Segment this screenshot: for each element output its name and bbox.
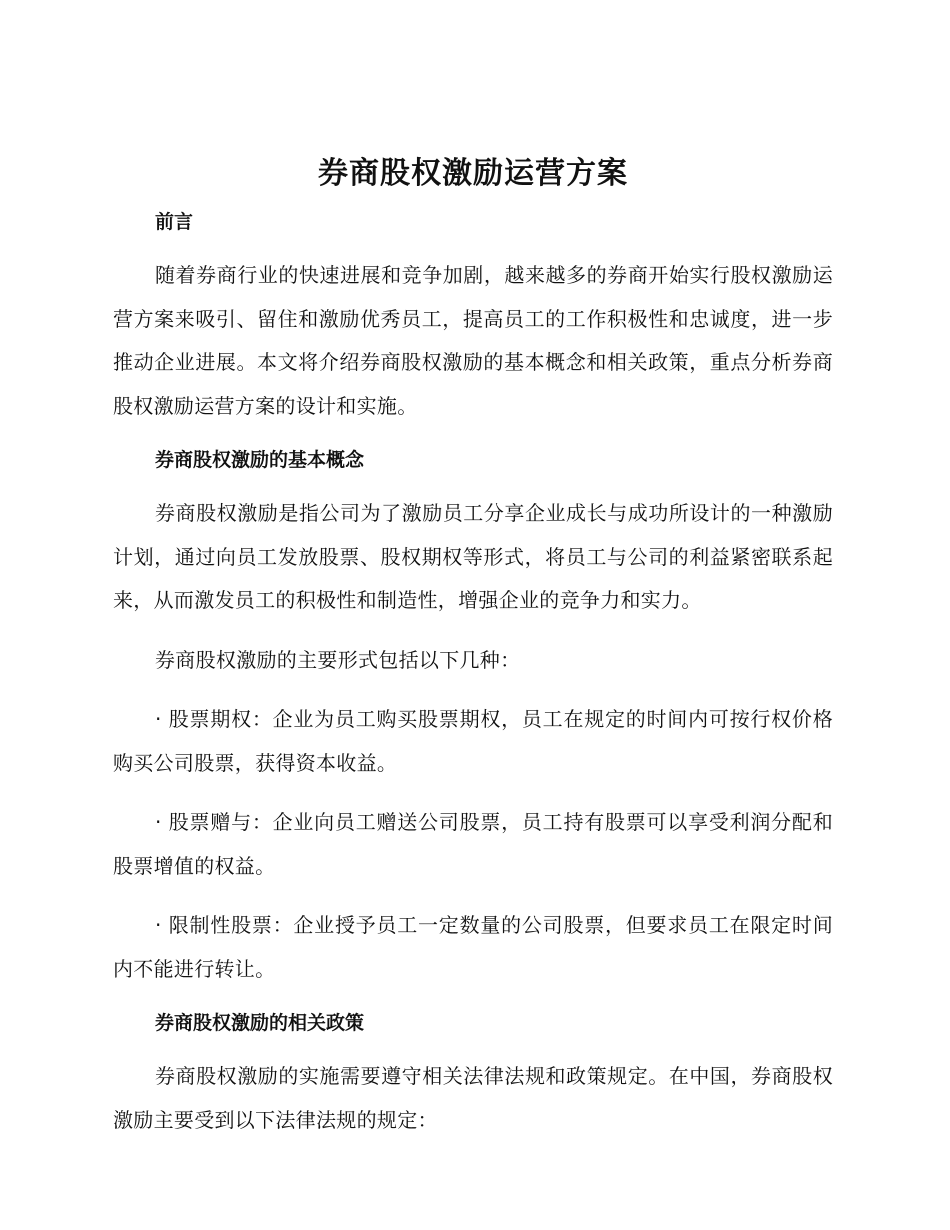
preface-paragraph: 随着券商行业的快速进展和竞争加剧，越来越多的券商开始实行股权激励运营方案来吸引、留住和激励优秀员工，提高员工的工作积极性和忠诚度，进一步推动企业进展。本文将介绍券商股权激励的基本概念和相关政策，重点分析券商股权激励运营方案的设计和实施。 (113, 263, 833, 418)
document-body (113, 150, 833, 1142)
heading-preface: 前言 (155, 211, 194, 233)
forms-intro-paragraph: 券商股权激励的主要形式包括以下几种： (155, 647, 521, 672)
document-title: 券商股权激励运营方案 (318, 156, 628, 191)
bullet-restricted-stock: · 限制性股票：企业授予员工一定数量的公司股票，但要求员工在限定时间内不能进行转让。 (113, 913, 833, 981)
policies-paragraph: 券商股权激励的实施需要遵守相关法律法规和政策规定。在中国，券商股权激励主要受到以下法律法规的规定： (113, 1064, 833, 1132)
heading-basic-concept: 券商股权激励的基本概念 (155, 449, 365, 471)
basic-concept-paragraph: 券商股权激励是指公司为了激励员工分享企业成长与成功所设计的一种激励计划，通过向员工发放股票、股权期权等形式，将员工与公司的利益紧密联系起来，从而激发员工的积极性和制造性，增强企业的竞争力和实力。 (113, 501, 833, 612)
bullet-stock-options: · 股票期权：企业为员工购买股票期权，员工在规定的时间内可按行权价格购买公司股票，获得资本收益。 (113, 707, 833, 775)
bullet-stock-grant: · 股票赠与：企业向员工赠送公司股票，员工持有股票可以享受利润分配和股票增值的权益。 (113, 810, 833, 878)
heading-policies: 券商股权激励的相关政策 (155, 1012, 365, 1034)
